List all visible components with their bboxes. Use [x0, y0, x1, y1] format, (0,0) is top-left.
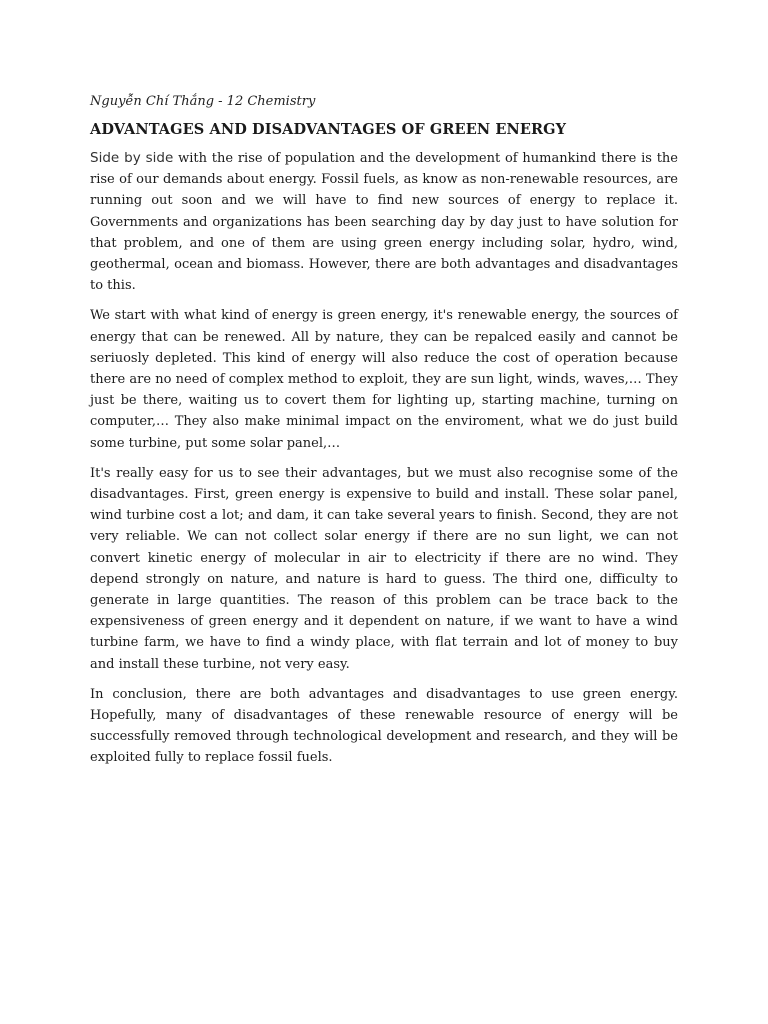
- document-title: ADVANTAGES AND DISADVANTAGES OF GREEN ENERGY: [90, 121, 567, 138]
- paragraph-advantages: We start with what kind of energy is green energy, it's renewable energy, the sources of energy that can be renewed. All by nature, they can be repalced easily and cannot be seriuosly depleted. This kind of energy will also reduce the cost of operation because there are no need of complex method to exploit, they are sun light, winds, waves,… They just be there, waiting us to covert them for lighting up, starting machine, turning on computer,… They also make minimal impact on the enviroment, what we do just build some turbine, put some solar panel,…: [90, 308, 678, 451]
- paragraph-disadvantages: It's really easy for us to see their advantages, but we must also recognise some of the disadvantages. First, green energy is expensive to build and install. These solar panel, wind turbine cost a lot; and dam, it can take several years to finish. Second, they are not very reliable. We can not collect solar energy if there are no sun light, we can not convert kinetic energy of molecular in air to electricity if there are no wind. They depend strongly on nature, and nature is hard to guess. The third one, difficulty to generate in large quantities. The reason of this problem can be trace back to the expensiveness of green energy and it dependent on nature, if we want to have a wind turbine farm, we have to find a windy place, with flat terrain and lot of money to buy and install these turbine, not very easy.: [90, 465, 678, 672]
- author-line: Nguyễn Chí Thắng - 12 Chemistry: [90, 94, 316, 109]
- paragraph-intro: [90, 148, 678, 296]
- paragraph-conclusion: In conclusion, there are both advantages and disadvantages to use green energy. Hopefully, many of disadvantages of these renewable resource of energy will be successfully removed through technological development and research, and they will be exploited fully to replace fossil fuels.: [90, 686, 678, 766]
- paragraph-lead-text: Side by side: [90, 150, 174, 166]
- paragraph-text: with the rise of population and the development of humankind there is the rise of our demands about energy. Fossil fuels, as know as non-renewable resources, are running out soon and we will have to find new sources of energy to replace it. Governments and organizations has been searching day by day just to have solution for that problem, and one of them are using green energy including solar, hydro, wind, geothermal, ocean and biomass. However, there are both advantages and disadvantages to this.: [90, 151, 678, 294]
- document-body: [90, 92, 678, 778]
